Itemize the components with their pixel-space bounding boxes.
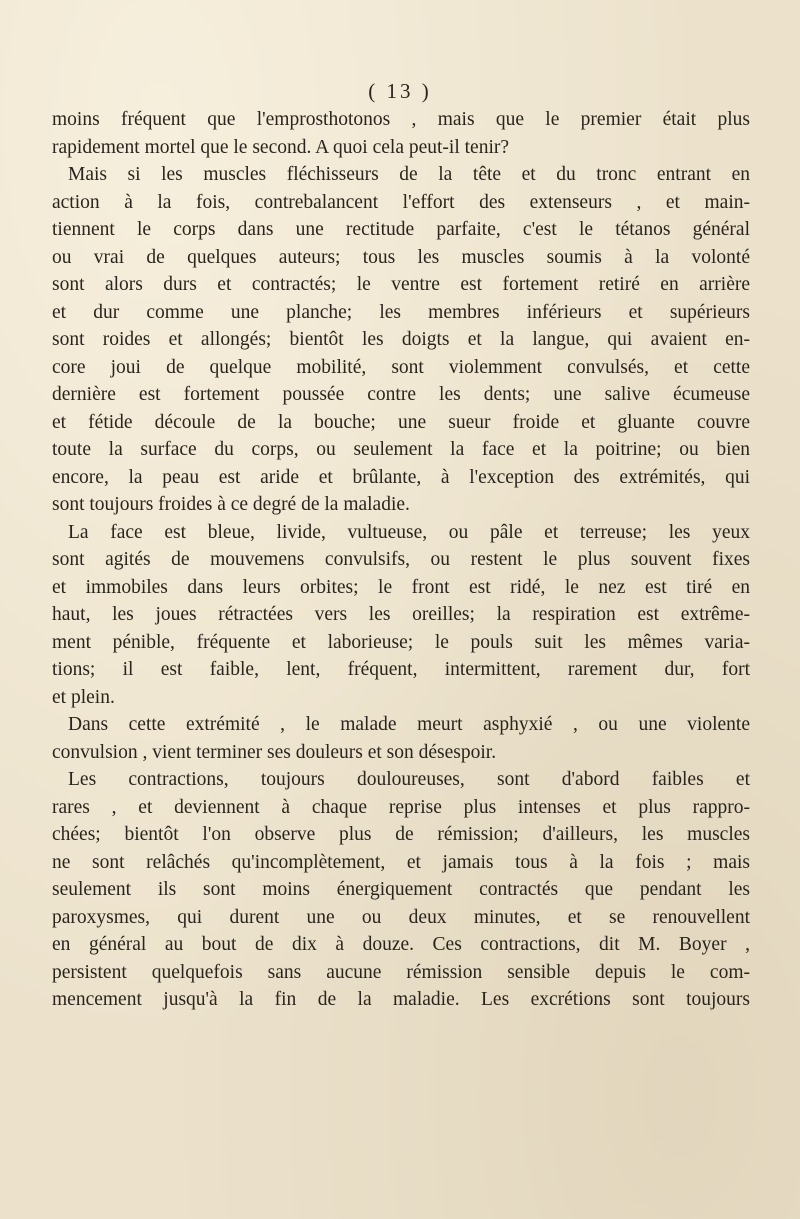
text-line: sont agités de mouvemens convulsifs, ou restent le plus souvent fixes bbox=[52, 549, 750, 570]
text-line: sont roides et allongés; bientôt les doigts et la langue, qui avaient en- bbox=[52, 329, 750, 350]
text-line: en général au bout de dix à douze. Ces contractions, dit M. Boyer , bbox=[52, 934, 750, 955]
text-line: sont toujours froides à ce degré de la maladie. bbox=[52, 494, 410, 515]
text-line: tiennent le corps dans une rectitude parfaite, c'est le tétanos général bbox=[52, 219, 750, 240]
text-line: chées; bientôt l'on observe plus de rémission; d'ailleurs, les muscles bbox=[52, 824, 750, 845]
text-line: Mais si les muscles fléchisseurs de la tête et du tronc entrant en bbox=[68, 164, 750, 185]
text-line: ment pénible, fréquente et laborieuse; le pouls suit les mêmes varia- bbox=[52, 631, 750, 653]
text-line: encore, la peau est aride et brûlante, à l'exception des extrémités, qui bbox=[52, 466, 750, 488]
text-line: dernière est fortement poussée contre les dents; une salive écumeuse bbox=[52, 384, 750, 405]
text-line: convulsion , vient terminer ses douleurs et son désespoir. bbox=[52, 741, 497, 763]
text-line: rares , et deviennent à chaque reprise plus intenses et plus rappro- bbox=[52, 796, 750, 818]
text-line: seulement ils sont moins énergiquement contractés que pendant les bbox=[52, 879, 750, 900]
text-line: et fétide découle de la bouche; une sueur froide et gluante couvre bbox=[52, 411, 750, 433]
text-line: persistent quelquefois sans aucune rémission sensible depuis le com- bbox=[52, 961, 750, 983]
text-line: Dans cette extrémité , le malade meurt asphyxié , ou une violente bbox=[68, 714, 750, 735]
text-line: ne sont relâchés qu'incomplètement, et jamais tous à la fois ; mais bbox=[52, 851, 750, 873]
page-number: ( 13 ) bbox=[368, 79, 432, 103]
text-line: mencement jusqu'à la fin de la maladie. Les excrétions sont toujours bbox=[52, 989, 750, 1010]
text-line: et plein. bbox=[52, 686, 115, 708]
text-line: action à la fois, contrebalancent l'effort des extenseurs , et main- bbox=[52, 191, 750, 213]
text-line: toute la surface du corps, ou seulement la face et la poitrine; ou bien bbox=[52, 439, 750, 460]
text-line: paroxysmes, qui durent une ou deux minutes, et se renouvellent bbox=[52, 906, 750, 928]
text-line: Les contractions, toujours douloureuses, sont d'abord faibles et bbox=[68, 769, 750, 790]
text-line: et dur comme une planche; les membres inférieurs et supérieurs bbox=[52, 301, 750, 323]
text-line: ou vrai de quelques auteurs; tous les muscles soumis à la volonté bbox=[52, 246, 750, 268]
text-line: tions; il est faible, lent, fréquent, intermittent, rarement dur, fort bbox=[52, 659, 750, 680]
text-line: rapidement mortel que le second. A quoi cela peut-il tenir? bbox=[52, 136, 510, 158]
body-text bbox=[52, 106, 750, 1014]
text-line: sont alors durs et contractés; le ventre est fortement retiré en arrière bbox=[52, 274, 750, 295]
text-line: haut, les joues rétractées vers les oreilles; la respiration est extrême- bbox=[52, 604, 750, 625]
text-line: moins fréquent que l'emprosthotonos , mais que le premier était plus bbox=[52, 109, 750, 130]
text-line: core joui de quelque mobilité, sont violemment convulsés, et cette bbox=[52, 356, 750, 378]
text-line: La face est bleue, livide, vultueuse, ou pâle et terreuse; les yeux bbox=[68, 521, 750, 543]
text-line: et immobiles dans leurs orbites; le front est ridé, le nez est tiré en bbox=[52, 576, 750, 598]
